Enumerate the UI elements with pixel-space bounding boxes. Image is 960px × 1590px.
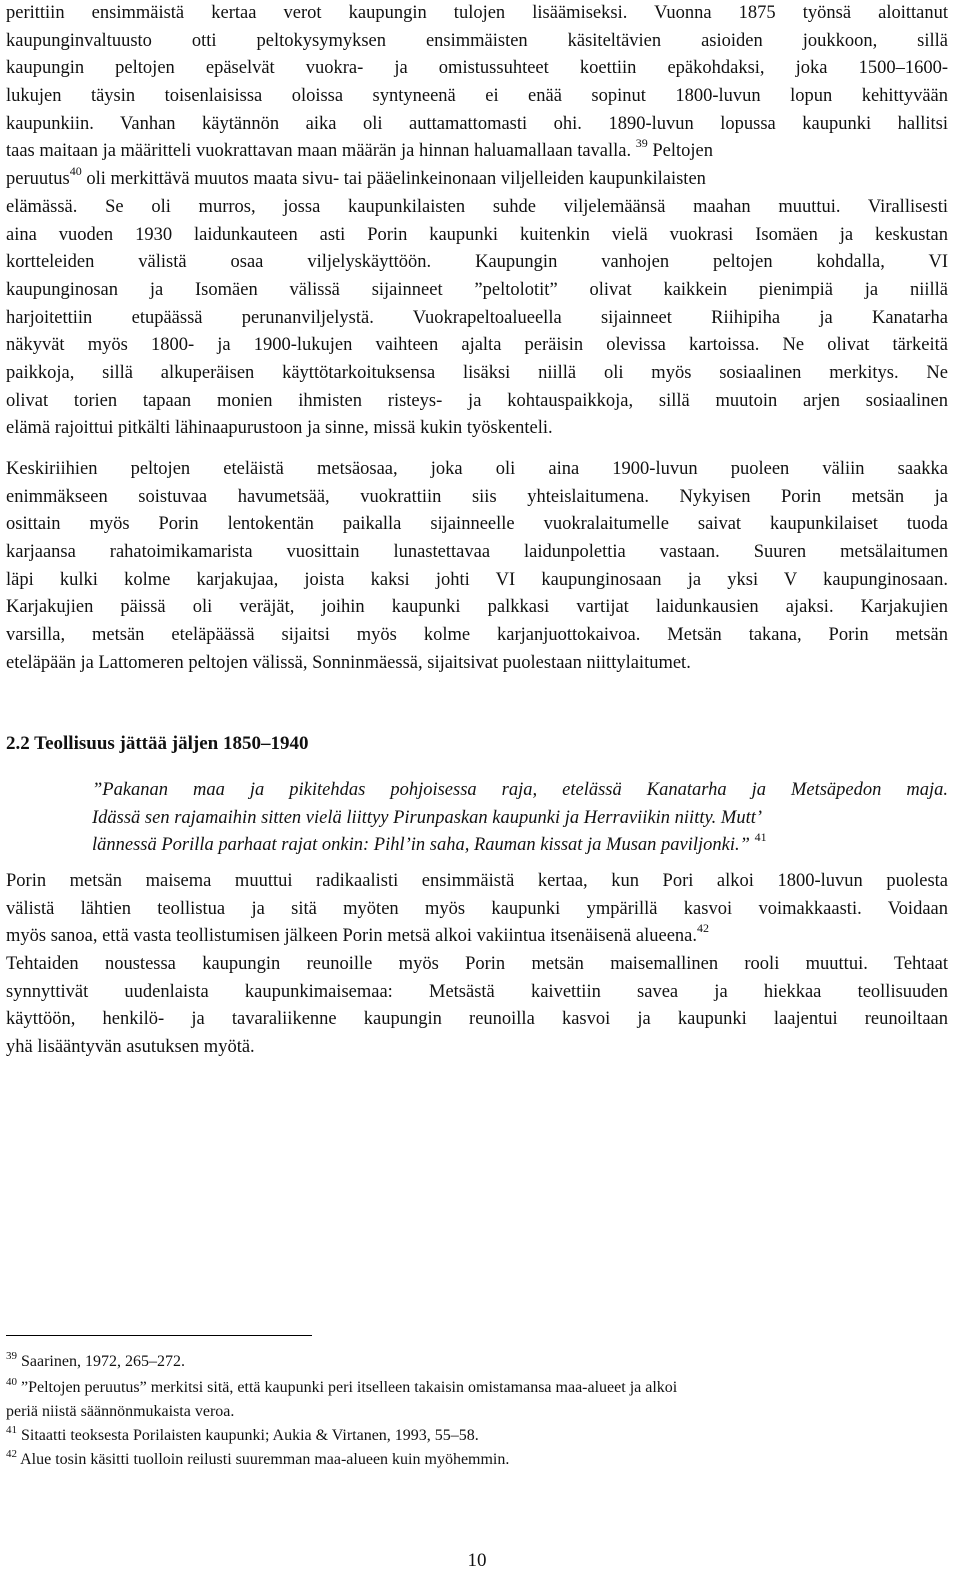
text-line: Tehtaiden noustessa kaupungin reunoille myös Porin metsän maisemallinen rooli muuttui. Tehtaat — [6, 954, 948, 975]
text-line — [6, 923, 948, 951]
text-line: elämässä. Se oli murros, jossa kaupunkilaisten suhde viljelemäänsä maahan muuttui. Virallisesti — [6, 196, 948, 217]
text-line: varsilla, metsän eteläpäässä sijaitsi myös kolme karjanjuottokaivoa. Metsän takana, Porin metsän — [6, 625, 948, 646]
text-line: läpi kulki kolme karjakujaa, joista kaksi johti VI kaupunginosaan ja yksi V kaupunginosaan. — [6, 569, 948, 590]
quote-line: ”Pakanan maa ja pikitehdas pohjoisessa raja, etelässä Kanatarha ja Metsäpedon maja. — [92, 780, 948, 800]
paragraph-3 — [6, 868, 948, 1062]
text-line: välistä lähtien teollistua ja sitä myöten myös kaupunki ympärillä kasvoi voimakkaasti. Voidaan — [6, 898, 948, 919]
footnote-40 — [6, 1378, 677, 1399]
footnote-number: 40 — [6, 1376, 17, 1388]
text-line: eteläpään ja Lattomeren peltojen välissä, Sonninmäessä, sijaitsivat puolestaan niittylaitumet. — [6, 652, 691, 673]
page-number: 10 — [467, 1550, 487, 1571]
text-line: synnyttivät uudenlaista kaupunkimaisemaa: Metsästä kaivettiin savea ja hiekkaa teollisuuden — [6, 981, 948, 1002]
text-line: kaupungin peltojen epäselvät vuokra- ja omistussuhteet koettiin epäkohdaksi, joka 1500–1600- — [6, 58, 948, 79]
text-line: kortteleiden välistä osaa viljelyskäyttöön. Kaupungin vanhojen peltojen kohdalla, VI — [6, 252, 948, 273]
text-segment: myös sanoa, että vasta teollistumisen jälkeen Porin metsä alkoi vakiintua itsenäisenä alueena. — [6, 926, 697, 947]
text-line: elämä rajoittui pitkälti lähinaapurustoon ja sinne, missä kukin työskenteli. — [6, 418, 553, 439]
text-segment: taas maitaan ja määritteli vuokrattavan maan määrän ja hinnan haluamallaan tavalla. — [6, 141, 632, 162]
text-line: kaupunginvaltuusto otti peltokysymyksen ensimmäisten käsiteltävien asioiden joukkoon, sillä — [6, 30, 948, 51]
text-line: harjoitettiin etupäässä perunanviljelystä. Vuokrapeltoalueella sijainneet Riihipiha ja Kanatarha — [6, 307, 948, 328]
text-line — [6, 166, 948, 194]
footnote-ref-42: 42 — [697, 921, 709, 936]
text-line: Karjakujien päissä oli veräjät, joihin kaupunki palkkasi vartijat laidunkausien ajaksi. Karjakujien — [6, 597, 948, 618]
footnote-42 — [6, 1450, 509, 1471]
text-line: yhä lisääntyvän asutuksen myötä. — [6, 1037, 255, 1058]
quote-line: Idässä sen rajamaihin sitten vielä liittyy Pirunpaskan kaupunki ja Herraviikin niitty. Mutt’ — [92, 807, 763, 828]
text-segment: peruutus — [6, 169, 70, 190]
footnote-ref-39: 39 — [635, 136, 648, 151]
footnote-number: 41 — [6, 1424, 17, 1436]
text-line: karjaansa rahatoimikamarista vuosittain lunastettavaa laidunpolettia vastaan. Suuren metsälaitumen — [6, 542, 948, 563]
section-heading: 2.2 Teollisuus jättää jäljen 1850–1940 — [6, 733, 309, 754]
footnote-separator — [6, 1335, 312, 1336]
text-line: kaupunginosan ja Isomäen välissä sijainneet ”peltolotit” olivat kaikkein pienimpiä ja niillä — [6, 279, 948, 300]
footnote-ref-41: 41 — [754, 830, 767, 845]
text-segment: Peltojen — [652, 141, 714, 162]
text-line: enimmäkseen soistuvaa havumetsää, vuokrattiin siis yhteislaitumena. Nykyisen Porin metsän ja — [6, 486, 948, 507]
footnote-41 — [6, 1426, 479, 1447]
text-segment: oli merkittävä muutos maata sivu- tai pääelinkeinonaan viljelleiden kaupunkilaisten — [86, 169, 706, 190]
paragraph-1 — [6, 0, 948, 443]
text-line: Keskiriihien peltojen eteläistä metsäosaa, joka oli aina 1900-luvun puoleen väliin saakka — [6, 459, 948, 479]
text-line: käyttöön, henkilö- ja tavaraliikenne kaupungin reunoilla kasvoi ja kaupunki laajentui reunoiltaan — [6, 1009, 948, 1030]
footnote-text: ”Peltojen peruutus” merkitsi sitä, että kaupunki peri itselleen takaisin omistamansa maa-alueet ja alkoi — [21, 1379, 678, 1396]
paragraph-2 — [6, 456, 948, 678]
text-segment: lännessä Porilla parhaat rajat onkin: Pihl’in saha, Rauman kissat ja Musan paviljonki.” — [92, 835, 750, 856]
text-line: olivat torien tapaan monien ihmisten risteys- ja kohtauspaikkoja, sillä muutoin arjen sosiaalinen — [6, 390, 948, 411]
quote-line — [92, 832, 948, 860]
block-quote — [92, 777, 948, 860]
footnote-ref-40: 40 — [69, 164, 82, 179]
text-line: perittiin ensimmäistä kertaa verot kaupungin tulojen lisäämiseksi. Vuonna 1875 työnsä aloittanut — [6, 3, 948, 23]
footnote-text: Alue tosin käsitti tuolloin reilusti suuremman maa-alueen kuin myöhemmin. — [20, 1451, 510, 1468]
text-line — [6, 138, 948, 166]
text-line: Porin metsän maisema muuttui radikaalisti ensimmäistä kertaa, kun Pori alkoi 1800-luvun puolesta — [6, 871, 948, 891]
footnote-40-continued — [6, 1402, 234, 1422]
text-line: kaupunkiin. Vanhan käytännön aika oli auttamattomasti ohi. 1890-luvun lopussa kaupunki hallitsi — [6, 113, 948, 134]
footnote-text: periä niistä säännönmukaista veroa. — [6, 1403, 235, 1420]
footnote-number: 39 — [6, 1350, 17, 1362]
text-line: lukujen täysin toisenlaisissa oloissa syntyneenä ei enää sopinut 1800-luvun lopun kehittyvään — [6, 86, 948, 107]
text-line: osittain myös Porin lentokentän paikalla sijainneelle vuokralaitumelle saivat kaupunkilaiset tuoda — [6, 514, 948, 535]
footnote-number: 42 — [6, 1448, 17, 1460]
text-line: näkyvät myös 1800- ja 1900-lukujen vaihteen ajalta peräisin olevissa kartoissa. Ne olivat tärkeitä — [6, 335, 948, 356]
text-line: paikkoja, sillä alkuperäisen käyttötarkoituksensa lisäksi niillä oli myös sosiaalinen merkitys. Ne — [6, 362, 948, 383]
footnote-39 — [6, 1352, 185, 1373]
text-line: aina vuoden 1930 laidunkauteen asti Porin kaupunki kuitenkin vielä vuokrasi Isomäen ja keskustan — [6, 224, 948, 245]
footnote-text: Sitaatti teoksesta Porilaisten kaupunki; Aukia & Virtanen, 1993, 55–58. — [21, 1427, 479, 1444]
footnote-text: Saarinen, 1972, 265–272. — [21, 1353, 185, 1370]
